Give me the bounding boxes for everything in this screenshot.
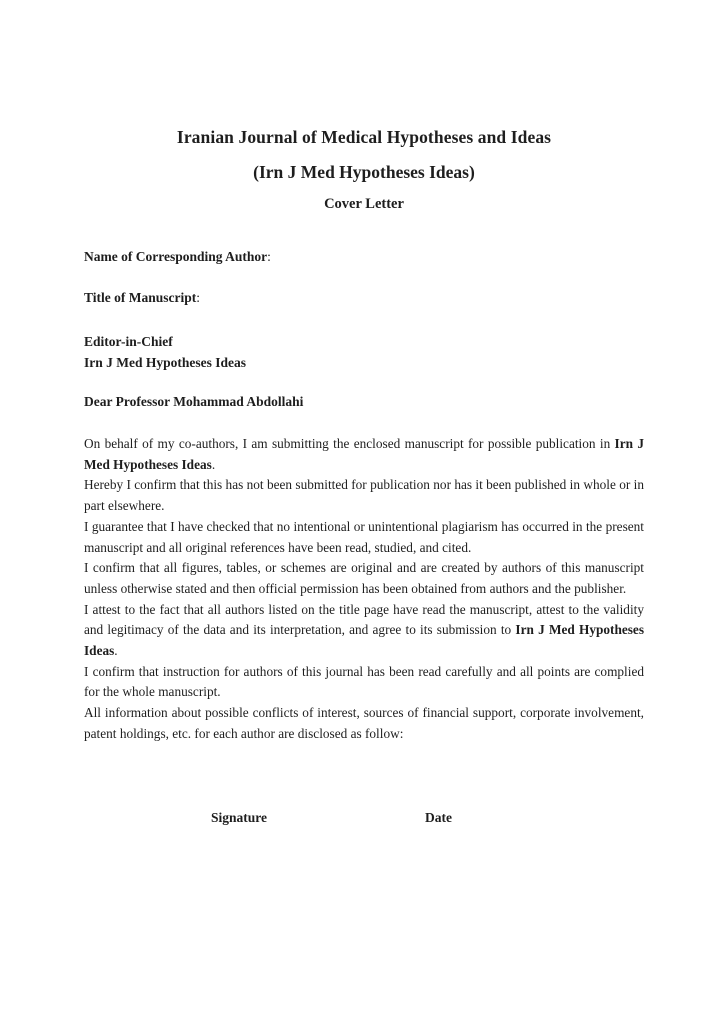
letter-paragraph: I guarantee that I have checked that no intentional or unintentional plagiarism has occurred in the present manuscript and all original references have been read, studied, and cited.	[84, 518, 644, 555]
signature-label: Signature	[211, 810, 268, 825]
letter-paragraph: I confirm that instruction for authors of this journal has been read carefully and all points are complied for the whole manuscript.	[84, 663, 644, 700]
letter-paragraph: On behalf of my co-authors, I am submitting the enclosed manuscript for possible publication in Irn J Med Hypotheses Ideas.	[84, 436, 644, 472]
corresponding-author-separator: :	[267, 249, 271, 264]
manuscript-title-separator: :	[196, 290, 201, 305]
date-label: Date	[425, 810, 452, 825]
corresponding-author-field	[84, 249, 644, 265]
journal-abbreviation: (Irn J Med Hypotheses Ideas)	[253, 162, 475, 182]
letter-body	[84, 434, 644, 745]
letter-paragraph: All information about possible conflicts of interest, sources of financial support, corporate involvement, patent holdings, etc. for each author are disclosed as follow:	[84, 705, 644, 741]
corresponding-author-value	[271, 249, 275, 264]
manuscript-title-field	[84, 290, 644, 306]
salutation: Dear Professor Mohammad Abdollahi	[84, 394, 304, 409]
letter-paragraph: Hereby I confirm that this has not been submitted for publication nor has it been published in whole or in part elsewhere.	[84, 477, 644, 514]
corresponding-author-label: Name of Corresponding Author	[84, 249, 268, 264]
document-type-title: Cover Letter	[324, 196, 404, 212]
letter-header	[84, 127, 644, 213]
letter-paragraph: I confirm that all figures, tables, or schemes are original and are created by authors of this manuscript unless otherwise stated and then official permission has been obtained from authors and the publisher.	[84, 560, 644, 596]
recipient-journal: Irn J Med Hypotheses Ideas	[84, 355, 247, 370]
recipient-block	[84, 331, 644, 373]
recipient-role: Editor-in-Chief	[84, 334, 173, 349]
letter-paragraph: I attest to the fact that all authors listed on the title page have read the manuscript, attest to the validity and legitimacy of the data and its interpretation, and agree to its submission to Irn J Med Hypotheses Ideas.	[84, 601, 645, 659]
manuscript-title-value	[200, 290, 204, 305]
manuscript-title-label: Title of Manuscript	[84, 290, 197, 305]
journal-title: Iranian Journal of Medical Hypotheses and Ideas	[176, 127, 552, 147]
